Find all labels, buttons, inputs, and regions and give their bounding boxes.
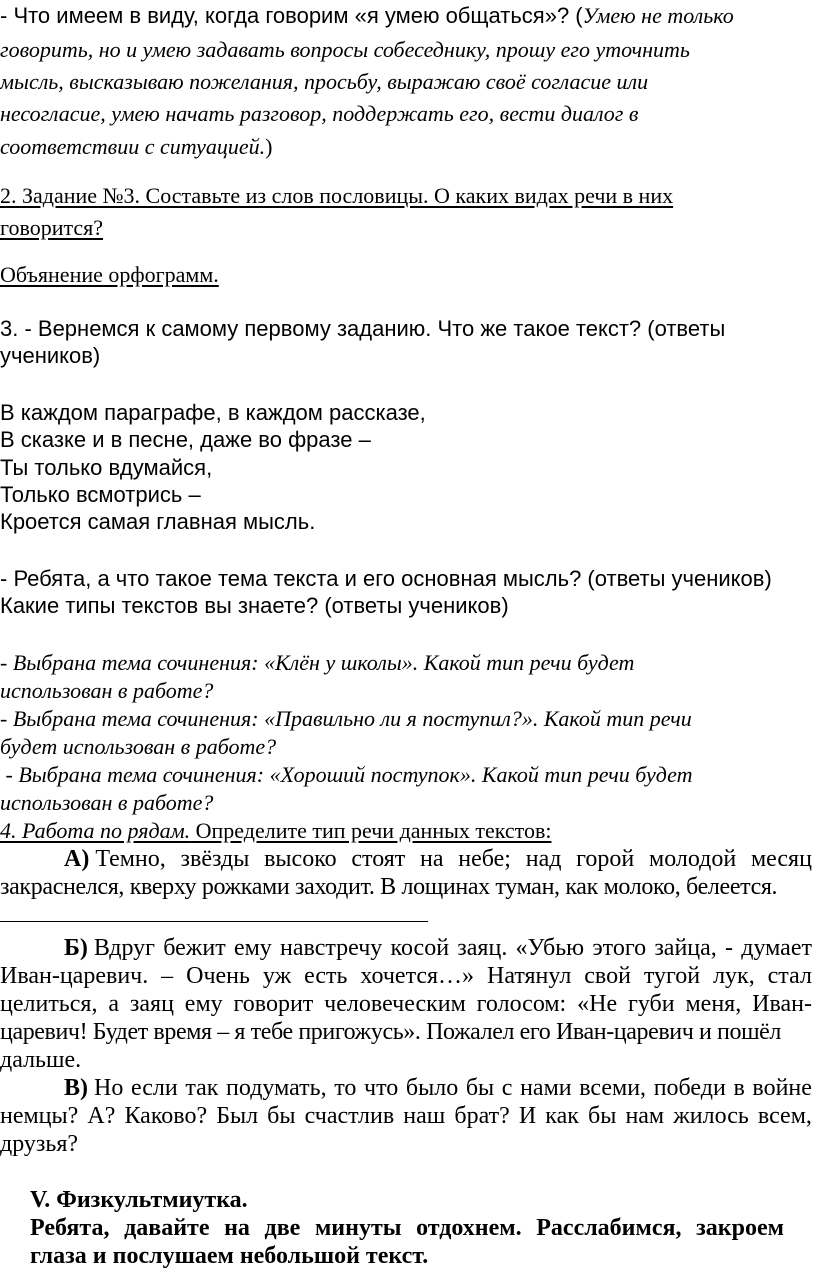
text-v-word: если [130, 1075, 178, 1101]
text-v-word: счастлив [304, 1103, 395, 1129]
poem-line-5: Кроется самая главная мысль. [0, 509, 316, 534]
text-v-word: что [364, 1075, 399, 1101]
question-topic: - Ребята, а что такое тема текста и его основная мысль? (ответы учеников) [0, 566, 772, 591]
section-5-word: минуты [314, 1215, 402, 1241]
text-b-word: хочется…» [360, 963, 475, 989]
intro-closing: ) [265, 134, 273, 159]
text-v-word: брат? [454, 1103, 510, 1129]
intro-answer-line-4: несогласие, умею начать разговор, поддержать его, вести диалог в [0, 101, 639, 126]
text-b-word: меня, [685, 991, 742, 1017]
intro-answer-line-3: мысль, высказываю пожелания, просьбу, выражаю своё согласие или [0, 69, 649, 94]
topic-3-line-2: использован в работе? [0, 790, 214, 815]
text-b-word: лук, [713, 963, 755, 989]
text-b-word: думает [741, 935, 812, 961]
text-v-word: то [334, 1075, 357, 1101]
text-b-word: Иван- [752, 991, 812, 1017]
text-a-word: звёзды [180, 846, 250, 872]
text-v-word: нам [625, 1103, 665, 1129]
text-b-word: есть [304, 963, 348, 989]
text-v-word: нами [520, 1075, 572, 1101]
topic-2-line-2: будет использован в работе? [0, 734, 277, 759]
topic-1-line-1 [0, 650, 634, 676]
text-a-letter: А) Темно, [64, 846, 166, 872]
text-b-word: «Не [577, 991, 618, 1017]
section-5-word: давайте [124, 1215, 210, 1241]
text-b-letter: Б) Вдруг [64, 935, 156, 961]
section-5-word: отдохнем. [416, 1215, 522, 1241]
intro-answer: Умею не только [582, 3, 734, 28]
text-v-line-3: друзья? [0, 1131, 79, 1157]
section-5-word: Расслабимся, [536, 1215, 682, 1241]
topic-2-text: Выбрана тема сочинения: «Правильно ли я поступил?». Какой тип речи [12, 706, 692, 731]
text-b-line-3 [0, 990, 812, 1018]
text-b-word: целиться, [0, 991, 98, 1017]
row-work-line [0, 818, 551, 844]
text-b-word: Очень [186, 963, 250, 989]
text-b-word: Иван-царевич. [0, 963, 149, 989]
text-b-word: а [108, 991, 119, 1017]
text-v-word: подумать, [226, 1075, 327, 1101]
return-question-line-1: 3. - Вернемся к самому первому заданию. Что же такое текст? (ответы [0, 316, 726, 341]
text-a-line-1 [0, 845, 812, 873]
section-5-line-2: глаза и послушаем небольшой текст. [30, 1243, 429, 1269]
text-b-word: ему [233, 935, 272, 961]
task3-line-1: 2. Задание №3. Составьте из слов пословицы. О каких видах речи в них [0, 183, 674, 208]
text-b-word: этого [592, 935, 647, 961]
text-b-word: тугой [643, 963, 701, 989]
topic-3-text: Выбрана тема сочинения: «Хороший поступок». Какой тип речи будет [18, 762, 693, 787]
text-v-word: бы [465, 1075, 495, 1101]
text-v-word: Каково? [124, 1103, 208, 1129]
text-b-line-1 [0, 934, 812, 962]
text-b-word: человеческим [324, 991, 466, 1017]
divider-line [0, 921, 428, 922]
poem-line-1: В каждом параграфе, в каждом рассказе, [0, 400, 426, 425]
text-v-word: немцы? [0, 1103, 79, 1129]
intro-line-1 [0, 3, 734, 29]
topic-1-prefix: - [0, 650, 13, 675]
text-a-word: горой [576, 846, 635, 872]
section-5-word: на [224, 1215, 250, 1241]
text-v-word: всем, [757, 1103, 812, 1129]
section-5-word: закроем [696, 1215, 784, 1241]
intro-answer-end: соответствии с ситуацией. [0, 134, 266, 159]
text-b-line-2 [0, 962, 812, 990]
text-v-word: победи [653, 1075, 726, 1101]
text-v-word: жилось [673, 1103, 749, 1129]
text-a-word: на [420, 846, 444, 872]
text-a-word: месяц [750, 846, 812, 872]
text-v-word: войне [752, 1075, 812, 1101]
text-b-word: Натянул [486, 963, 572, 989]
poem-line-3: Ты только вдумайся, [0, 455, 213, 480]
text-v-word: так [185, 1075, 219, 1101]
text-v-letter: В) Но [64, 1075, 124, 1101]
section-5-word: Ребята, [30, 1215, 110, 1241]
text-v-word: бы [588, 1103, 617, 1129]
text-v-word: Был [216, 1103, 259, 1129]
section-5-word: две [264, 1215, 301, 1241]
orthography-heading: Объянение орфограмм. [0, 262, 219, 287]
topic-2-line-1 [0, 706, 692, 732]
text-b-line-4: царевич! Будет время – я тебе пригожусь». Пожалел его Иван-царевич и пошёл [0, 1019, 781, 1045]
text-b-word: свой [584, 963, 631, 989]
return-question-line-2: учеников) [0, 343, 101, 368]
text-b-line-5: дальше. [0, 1047, 82, 1073]
row-work-label: 4. Работа по рядам. [0, 818, 191, 843]
section-5-line-1 [30, 1214, 784, 1242]
text-v-line-1 [0, 1074, 812, 1102]
text-b-word: косой [390, 935, 450, 961]
text-b-word: губи [628, 991, 675, 1017]
text-b-word: уж [262, 963, 292, 989]
text-b-word: говорит [233, 991, 314, 1017]
topic-1-line-2: использован в работе? [0, 678, 214, 703]
text-a-word: небе; [458, 846, 511, 872]
poem-line-4: Только всмотрись – [0, 482, 201, 507]
text-a-word: высоко [264, 846, 337, 872]
text-v-word: в [733, 1075, 745, 1101]
text-b-word: «Убью [515, 935, 585, 961]
text-b-word: заяц [129, 991, 174, 1017]
intro-answer-line-2: говорить, но и умею задавать вопросы собеседнику, прошу его уточнить [0, 37, 690, 62]
topic-1-text: Выбрана тема сочинения: «Клён у школы». Какой тип речи будет [12, 650, 635, 675]
text-b-word: – [161, 963, 174, 989]
text-v-word: бы [267, 1103, 296, 1129]
text-b-word: навстречу [280, 935, 383, 961]
question-types: Какие типы текстов вы знаете? (ответы учеников) [0, 593, 509, 618]
text-b-word: - [725, 935, 734, 961]
text-b-word: голосом: [476, 991, 567, 1017]
row-work-instruction: Определите тип речи данных текстов: [190, 818, 552, 843]
topic-2-prefix: - [0, 706, 13, 731]
text-v-word: И [518, 1103, 537, 1129]
text-v-word: с [501, 1075, 513, 1101]
text-v-word: А? [87, 1103, 116, 1129]
text-v-word: было [405, 1075, 459, 1101]
topic-3-prefix: - [0, 762, 19, 787]
text-v-word: всеми, [579, 1075, 647, 1101]
task3-line-2: говорится? [0, 215, 104, 240]
text-b-word: зайца, [654, 935, 717, 961]
text-v-word: наш [403, 1103, 446, 1129]
poem-line-2: В сказке и в песне, даже во фразе – [0, 427, 371, 452]
text-a-word: над [525, 846, 562, 872]
text-a-word: стоят [351, 846, 406, 872]
text-b-word: заяц. [457, 935, 508, 961]
topic-3-line-1 [0, 762, 693, 788]
text-b-word: стал [767, 963, 812, 989]
intro-question: - Что имеем в виду, когда говорим «я умею общаться»? ( [0, 3, 583, 28]
intro-answer-line-5 [0, 134, 272, 160]
text-b-word: бежит [163, 935, 226, 961]
text-a-word: молодой [649, 846, 737, 872]
text-a-line-2: закраснелся, кверху рожками заходит. В лощинах туман, как молоко, белеется. [0, 874, 778, 900]
text-b-word: ему [184, 991, 223, 1017]
text-v-line-2 [0, 1102, 812, 1130]
section-5-title: V. Физкультмиутка. [30, 1187, 248, 1213]
text-v-word: как [545, 1103, 579, 1129]
